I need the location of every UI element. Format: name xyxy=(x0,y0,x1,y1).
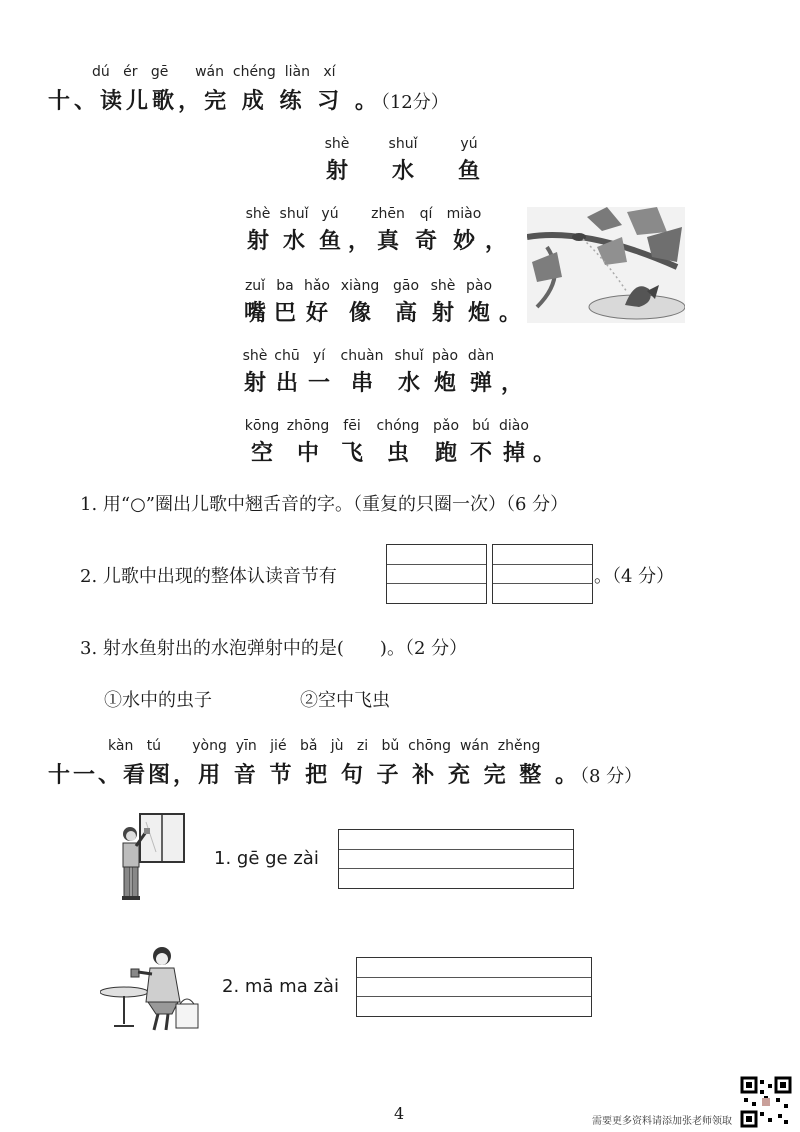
question-2-prefix: 2. 儿歌中出现的整体认读音节有 xyxy=(80,566,337,587)
poem-char: 一 xyxy=(307,370,330,396)
pinyin: yòng xyxy=(192,738,227,754)
punctuation: ， xyxy=(348,228,371,254)
poem-char: 鱼 xyxy=(318,228,341,254)
title-char: 节 xyxy=(269,762,295,788)
section10-heading xyxy=(48,84,449,115)
pinyin: kàn xyxy=(108,738,134,754)
pinyin: chéng xyxy=(232,64,276,80)
section10-pinyin-row xyxy=(92,64,336,80)
mother-tea-illustration xyxy=(100,944,204,1034)
pinyin: shè xyxy=(242,348,268,364)
poem-line-pinyin xyxy=(242,418,556,434)
pinyin: shuǐ xyxy=(394,348,424,364)
pinyin: wán xyxy=(459,738,489,754)
item-1-label: 1. gē ge zài xyxy=(214,848,319,869)
pinyin: zuǐ xyxy=(244,278,266,294)
poem-title-char: 鱼 xyxy=(457,158,480,184)
pinyin: shè xyxy=(245,206,271,222)
pinyin: pào xyxy=(465,278,493,294)
title-char: 看 xyxy=(123,762,149,788)
mother-tea-image xyxy=(100,944,204,1034)
title-char: 补 xyxy=(412,762,438,788)
pinyin: chōng xyxy=(408,738,452,754)
title-char: 完 xyxy=(204,88,231,114)
boy-cleaning-window-illustration xyxy=(112,812,190,904)
pinyin: yú xyxy=(460,136,478,152)
poem-char: 巴 xyxy=(273,300,296,326)
poem-title xyxy=(306,154,500,185)
poem-char: 射 xyxy=(431,300,454,326)
poem-char: 射 xyxy=(246,228,269,254)
question-3-option-1[interactable]: ①水中的虫子 xyxy=(104,690,212,711)
pinyin: liàn xyxy=(284,64,310,80)
poem-char: 真 xyxy=(376,228,399,254)
poem-line-1 xyxy=(240,206,508,255)
title-char: 歌 xyxy=(152,88,179,114)
poem-char: 炮 xyxy=(433,370,456,396)
poem-title-char: 水 xyxy=(391,158,414,184)
pinyin: chū xyxy=(274,348,300,364)
pinyin: shuǐ xyxy=(279,206,309,222)
title-char: 用 xyxy=(198,762,224,788)
pinyin: yīn xyxy=(235,738,257,754)
pinyin: zhōng xyxy=(286,418,330,434)
poem-char: 水 xyxy=(397,370,420,396)
poem-char: 水 xyxy=(282,228,305,254)
pinyin: zhēn xyxy=(371,206,405,222)
section10-score: （12分） xyxy=(380,92,449,113)
footer-note: 需要更多资料请添加张老师领取 xyxy=(592,1116,732,1127)
title-char: 子 xyxy=(376,762,402,788)
question-2-suffix: 。（4 分） xyxy=(594,566,675,587)
title-char: 成 xyxy=(241,88,268,114)
section-number: 十、 xyxy=(48,88,101,114)
archer-fish-image xyxy=(527,207,685,323)
title-char: 把 xyxy=(305,762,331,788)
pinyin: ba xyxy=(276,278,294,294)
poem-char: 不 xyxy=(469,440,492,466)
pinyin: bǎ xyxy=(299,738,318,754)
poem-char: 出 xyxy=(275,370,298,396)
pinyin: jié xyxy=(270,738,287,754)
pinyin: yú xyxy=(321,206,339,222)
pinyin: zhěng xyxy=(497,738,541,754)
poem-char: 中 xyxy=(296,440,319,466)
section11-pinyin-row xyxy=(108,738,540,754)
poem-char: 奇 xyxy=(414,228,437,254)
poem-char: 高 xyxy=(394,300,417,326)
pinyin: chóng xyxy=(376,418,420,434)
poem-line-3 xyxy=(240,348,524,397)
pinyin: gē xyxy=(150,64,169,80)
poem-char: 射 xyxy=(243,370,266,396)
punctuation: 。 xyxy=(532,440,555,466)
pinyin: xiàng xyxy=(340,278,380,294)
poem-line-chars xyxy=(240,366,524,397)
punctuation: ， xyxy=(484,228,507,254)
poem-char: 好 xyxy=(305,300,328,326)
poem-line-chars xyxy=(240,296,522,327)
poem-line-pinyin xyxy=(240,206,508,222)
pinyin: fēi xyxy=(343,418,361,434)
pinyin: dàn xyxy=(467,348,495,364)
poem-title-char: 射 xyxy=(325,158,348,184)
pinyin: zi xyxy=(356,738,369,754)
pinyin: kōng xyxy=(244,418,280,434)
pinyin: shuǐ xyxy=(388,136,418,152)
poem-char: 虫 xyxy=(386,440,409,466)
title-char: 句 xyxy=(340,762,366,788)
boy-window-image xyxy=(112,812,190,904)
item-2-label: 2. mā ma zài xyxy=(222,976,339,997)
poem-line-chars xyxy=(242,436,556,467)
question-1: 1. 用“○”圈出儿歌中翘舌音的字。（重复的只圈一次）（6 分） xyxy=(80,494,569,515)
pinyin: bú xyxy=(472,418,490,434)
pinyin: tú xyxy=(146,738,162,754)
title-char: 整 xyxy=(519,762,545,788)
answer-grid-1[interactable] xyxy=(386,544,487,604)
title-char: 充 xyxy=(447,762,473,788)
pinyin: yí xyxy=(312,348,326,364)
pinyin: xí xyxy=(323,64,336,80)
pinyin: gāo xyxy=(392,278,420,294)
answer-line-2[interactable] xyxy=(356,957,592,1017)
poem-line-2 xyxy=(240,278,522,327)
poem-char: 掉 xyxy=(502,440,525,466)
pinyin: jù xyxy=(330,738,344,754)
section-number: 十一、 xyxy=(48,762,124,788)
poem-char: 跑 xyxy=(434,440,457,466)
punctuation: ， xyxy=(500,370,523,396)
title-char: 习 xyxy=(317,88,344,114)
poem-char: 炮 xyxy=(467,300,490,326)
pinyin: pǎo xyxy=(432,418,460,434)
punctuation: 。 xyxy=(498,300,521,326)
pinyin: qí xyxy=(419,206,433,222)
poem-char: 像 xyxy=(348,300,371,326)
poem-char: 嘴 xyxy=(243,300,266,326)
title-char: 。 xyxy=(354,88,381,114)
poem-title-pinyin xyxy=(306,136,500,152)
page-number: 4 xyxy=(394,1104,405,1123)
title-char: 音 xyxy=(233,762,259,788)
question-3-option-2[interactable]: ②空中飞虫 xyxy=(300,690,390,711)
pinyin: miào xyxy=(446,206,482,222)
pinyin: shè xyxy=(430,278,456,294)
pinyin: dú xyxy=(92,64,110,80)
qr-code-icon xyxy=(740,1076,792,1128)
title-char: ， xyxy=(173,762,199,788)
title-char: 完 xyxy=(483,762,509,788)
answer-line-1[interactable] xyxy=(338,829,574,889)
pinyin: bǔ xyxy=(381,738,400,754)
section11-score: （8 分） xyxy=(579,766,643,787)
title-char: 儿 xyxy=(126,88,153,114)
title-char: 读 xyxy=(100,88,127,114)
pinyin: wán xyxy=(195,64,224,80)
question-3: 3. 射水鱼射出的水泡弹射中的是( )。（2 分） xyxy=(80,638,468,659)
pinyin: hǎo xyxy=(303,278,331,294)
poem-line-4 xyxy=(242,418,556,467)
section11-heading xyxy=(48,758,642,789)
poem-line-pinyin xyxy=(240,278,522,294)
title-char: 图 xyxy=(148,762,174,788)
title-char: 。 xyxy=(554,762,580,788)
archer-fish-illustration xyxy=(527,207,685,323)
poem-char: 飞 xyxy=(340,440,363,466)
pinyin: shè xyxy=(324,136,350,152)
qr-code xyxy=(740,1076,792,1128)
title-char: 练 xyxy=(279,88,306,114)
poem-char: 弹 xyxy=(469,370,492,396)
pinyin: diào xyxy=(499,418,529,434)
poem-char: 空 xyxy=(250,440,273,466)
answer-grid-2[interactable] xyxy=(492,544,593,604)
pinyin: pào xyxy=(431,348,459,364)
pinyin: ér xyxy=(123,64,138,80)
title-char: ， xyxy=(178,88,205,114)
poem-char: 妙 xyxy=(452,228,475,254)
pinyin: chuàn xyxy=(340,348,384,364)
poem-char: 串 xyxy=(350,370,373,396)
poem-line-pinyin xyxy=(240,348,524,364)
poem-line-chars xyxy=(240,224,508,255)
